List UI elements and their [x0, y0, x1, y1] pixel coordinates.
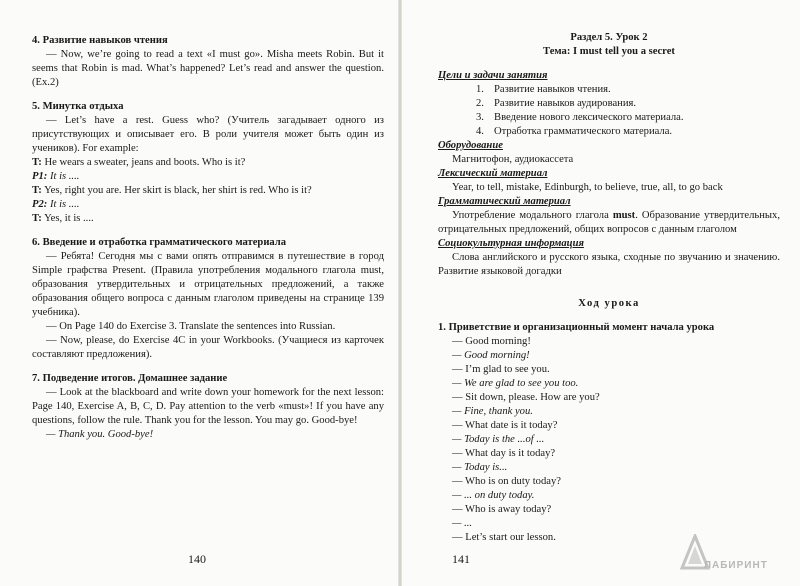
dialogue-line: — I’m glad to see you. — [452, 364, 550, 375]
lesson-progress-heading: Ход урока — [578, 298, 640, 309]
labirint-watermark — [680, 528, 790, 578]
grammar-heading: Грамматический материал — [438, 196, 571, 207]
section-6-heading: 6. Введение и отработка грамматического материала — [32, 237, 287, 248]
section-1-heading: 1. Приветствие и организационный момент начала урока — [438, 322, 715, 333]
section-7-text: — Look at the blackboard and write down your homework for the next lesson: Page 140, Exercise A, B, C, D. Pay attention to the verb «must»! If you have any questions, follow the rule. Thank you for the lesson. You may go. Good-bye! — [32, 387, 384, 426]
dialogue-line: P2: It is .... — [32, 199, 80, 210]
dialogue-line: — What day is it today? — [452, 448, 556, 459]
socio-heading: Социокультурная информация — [438, 238, 584, 249]
dialogue-line: — Let’s start our lesson. — [452, 532, 556, 543]
section-6-text-1: — Ребята! Сегодня мы с вами опять отправимся в путешествие в город Simple графства Present. (Правила употребления модального глагола must, образования утвердительных и отрицательных предложений, а также образования общего вопроса с данным глаголом приведены на странице 139 учебника). — [32, 251, 384, 318]
right-page — [402, 0, 800, 586]
dialogue-line: P1: It is .... — [32, 171, 80, 182]
lexical-text: Year, to tell, mistake, Edinburgh, to believe, true, all, to go back — [452, 182, 723, 193]
goal-item: 1. Развитие навыков чтения. — [476, 84, 611, 95]
section-5-text: — Let’s have a rest. Guess who? (Учитель загадывает одного из присутствующих и описывает его. В роли учителя может быть один из учеников). For example: — [32, 115, 384, 154]
dialogue-line: T: He wears a sweater, jeans and boots. Who is it? — [32, 157, 246, 168]
dialogue-line: — What date is it today? — [452, 420, 558, 431]
section-7-reply: — Thank you. Good-bye! — [46, 429, 154, 440]
goal-item: 2. Развитие навыков аудирования. — [476, 98, 637, 109]
equipment-heading: Оборудование — [438, 140, 503, 151]
goal-item: 3. Введение нового лексического материала. — [476, 112, 684, 123]
lexical-heading: Лексический материал — [438, 168, 548, 179]
dialogue-line: T: Yes, right you are. Her skirt is black, her shirt is red. Who is it? — [32, 185, 312, 196]
dialogue-line: — Who is on duty today? — [452, 476, 561, 487]
section-7-heading: 7. Подведение итогов. Домашнее задание — [32, 373, 228, 384]
dialogue-line: — Today is the ...of ... — [452, 434, 545, 445]
section-4-heading: 4. Развитие навыков чтения — [32, 35, 168, 46]
goals-heading: Цели и задачи занятия — [438, 70, 548, 81]
grammar-text: Употребление модального глагола must. Образование утвердительных, отрицательных предложений, общих вопросов с данным глаголом — [438, 210, 780, 235]
dialogue-line: — Who is away today? — [452, 504, 552, 515]
lesson-title: Раздел 5. Урок 2 — [570, 32, 648, 43]
section-5-heading: 5. Минутка отдыха — [32, 101, 124, 112]
lesson-theme: Тема: I must tell you a secret — [543, 46, 675, 57]
goals-list — [438, 83, 780, 139]
dialogue-line: — ... on duty today. — [452, 490, 535, 501]
watermark-text: ЛАБИРИНТ — [704, 560, 768, 571]
section-6-text-2: — On Page 140 do Exercise 3. Translate the sentences into Russian. — [46, 321, 336, 332]
left-page — [0, 0, 398, 586]
dialogue-line: — ... — [452, 518, 473, 529]
dialogue-line: — Today is... — [452, 462, 508, 473]
page-number-right: 141 — [452, 552, 470, 566]
section-6-text-3: — Now, please, do Exercise 4C in your Workbooks. (Учащиеся из карточек составляют предложения). — [32, 335, 384, 360]
section-4-text: — Now, we’re going to read a text «I must go». Misha meets Robin. But it seems that Robin is mad. What’s happened? Let’s read and answer the question. (Ex.2) — [32, 49, 384, 88]
page-number-left: 140 — [188, 552, 206, 566]
goal-item: 4. Отработка грамматического материала. — [476, 126, 673, 137]
dialogue-line: T: Yes, it is .... — [32, 213, 94, 224]
dialogue-line: — Good morning! — [452, 336, 531, 347]
right-column — [438, 31, 780, 545]
socio-text: Слова английского и русского языка, сходные по звучанию и значению. Развитие языковой догадки — [438, 252, 780, 277]
greeting-dialogue — [438, 335, 780, 545]
dialogue-line: — Fine, thank you. — [452, 406, 533, 417]
dialogue-line: — Good morning! — [452, 350, 530, 361]
left-column — [32, 34, 384, 442]
dialogue-line: — Sit down, please. How are you? — [452, 392, 600, 403]
equipment-text: Магнитофон, аудиокассета — [452, 154, 574, 165]
dialogue-line: — We are glad to see you too. — [452, 378, 579, 389]
